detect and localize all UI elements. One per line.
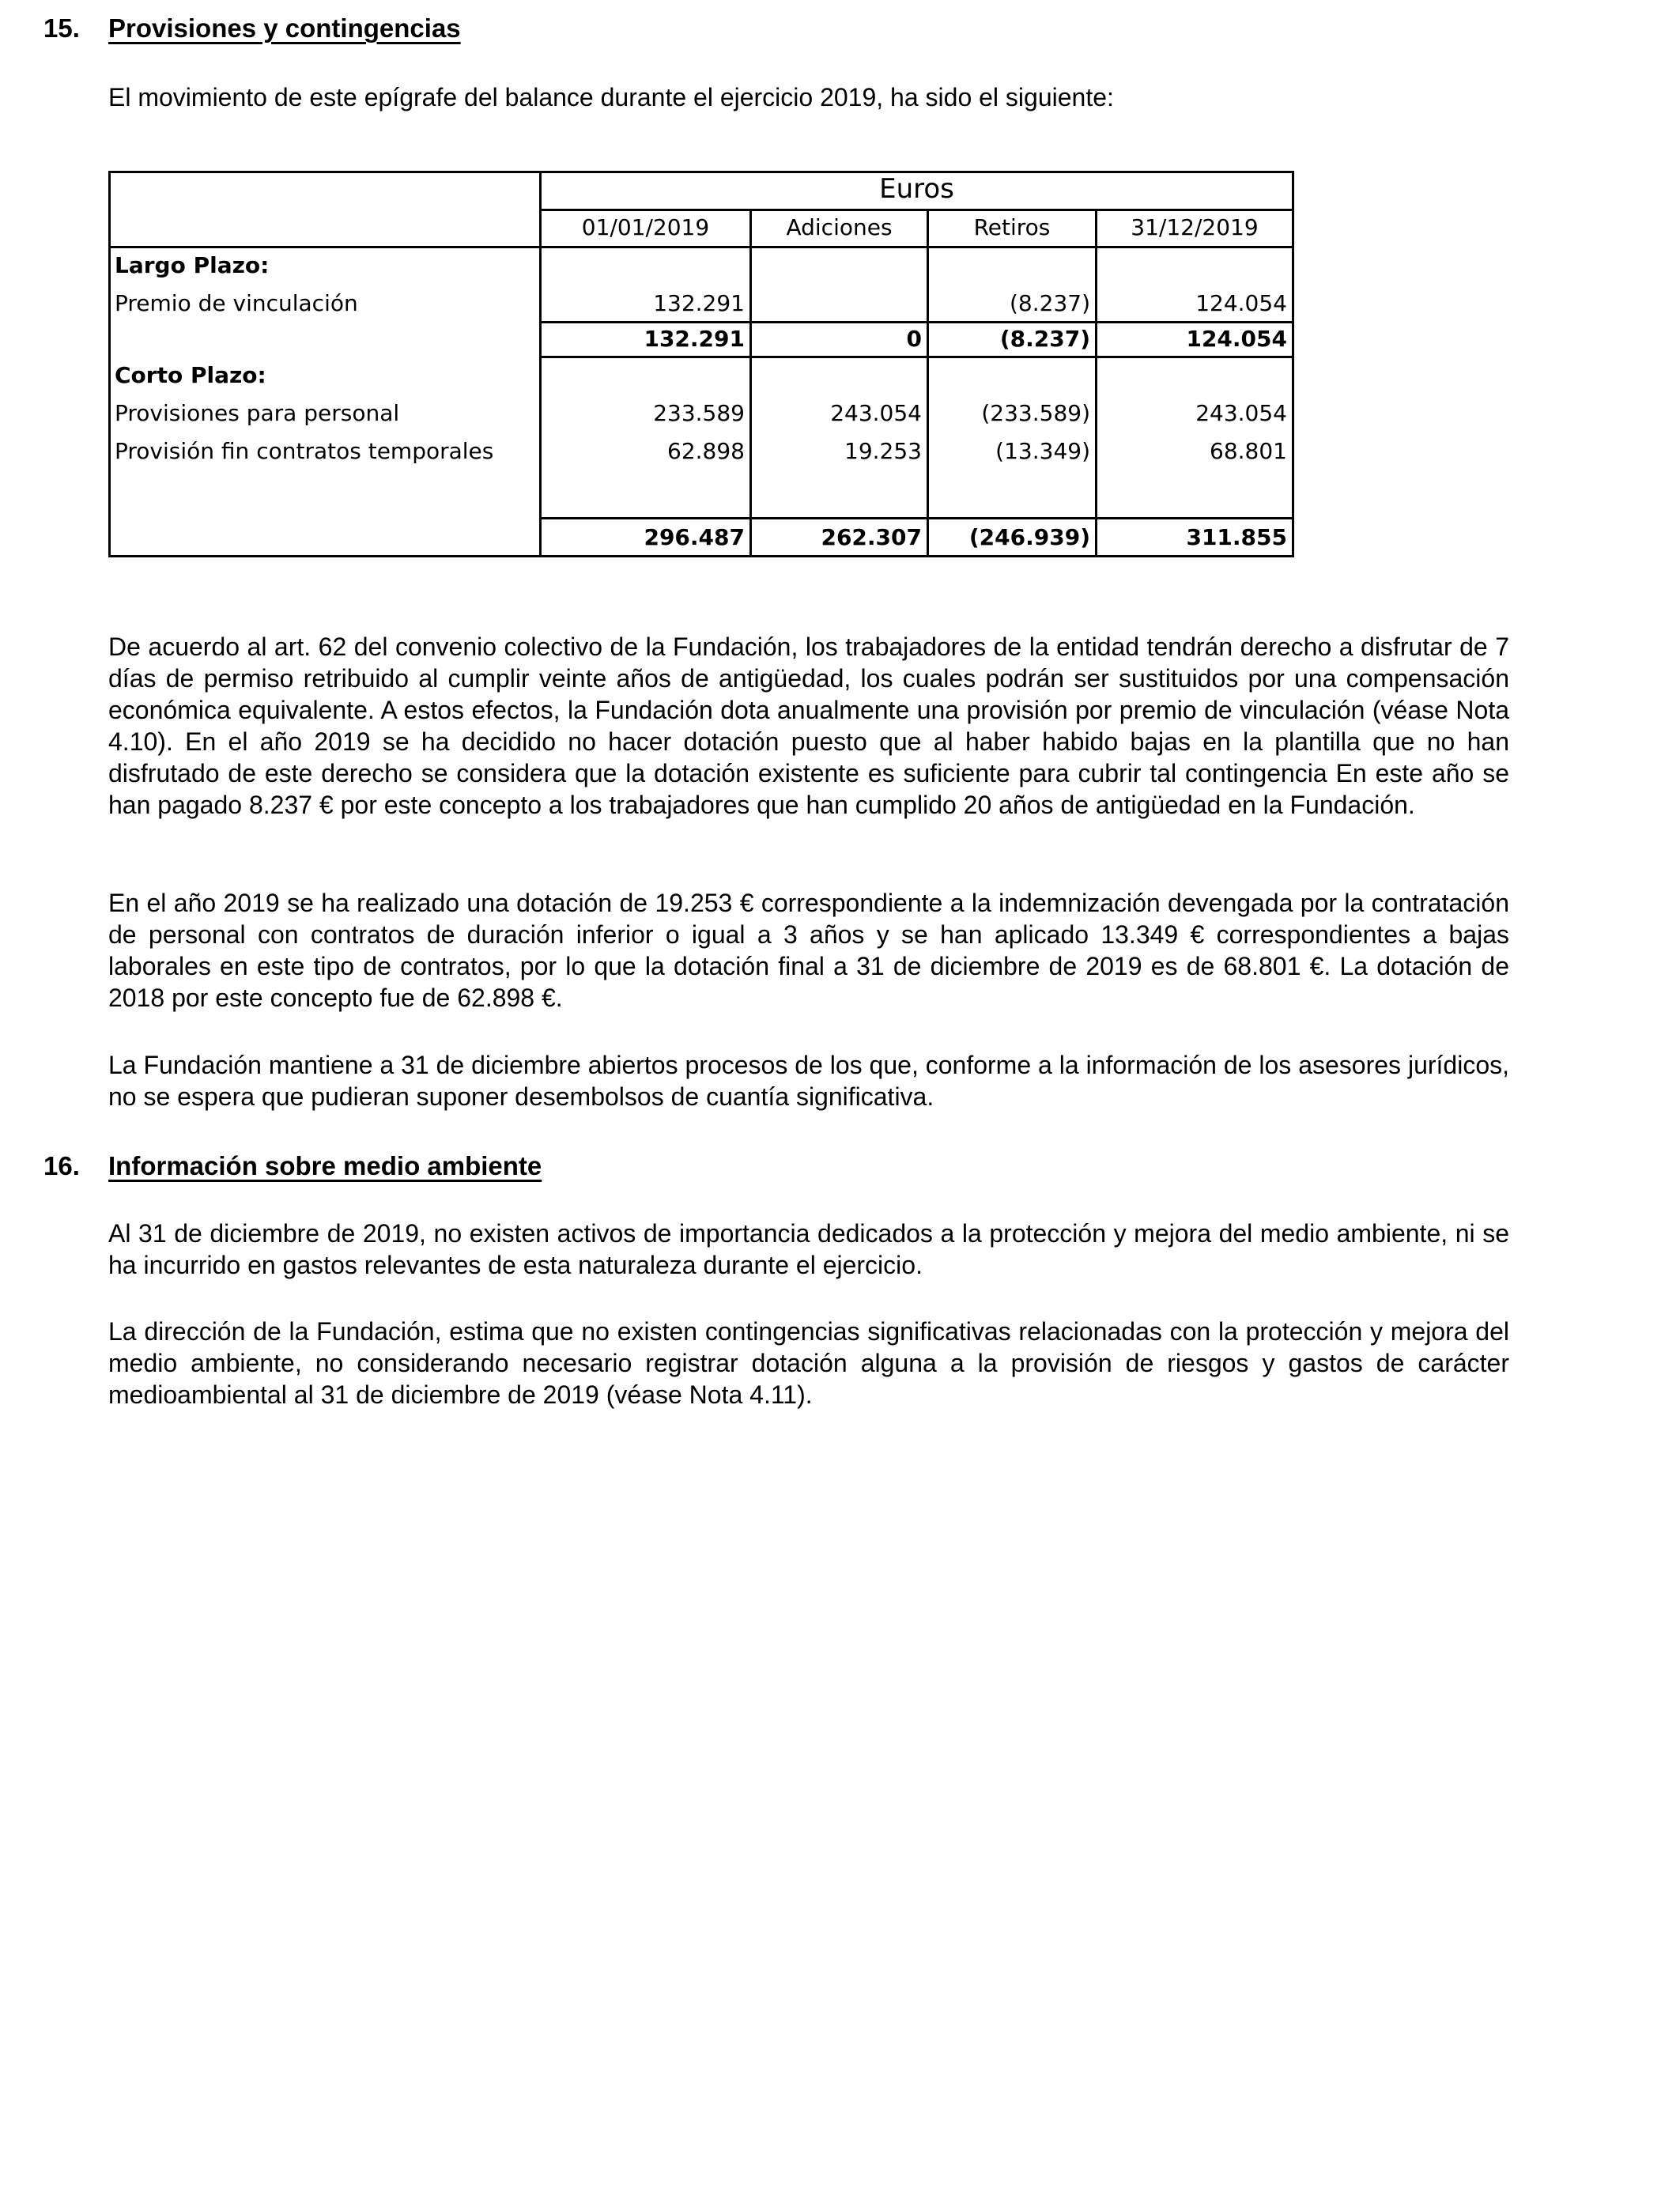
column-header-withdrawals: Retiros — [973, 214, 1051, 240]
section-16-number: 16. — [43, 1151, 80, 1180]
paragraph-activos-medioambiente: Al 31 de diciembre de 2019, no existen activos de importancia dedicados a la protección y mejora del medio ambiente, ni se ha incurrido en gastos relevantes de esta naturaleza durante el ejercicio. — [108, 1219, 1509, 1279]
paragraph-contingencias-medioambiente: La dirección de la Fundación, estima que no existen contingencias significativas relacionadas con la protección y mejora del medio ambiente, no considerando necesario registrar dotación alguna a la provisión de riesgos y gastos de carácter medioambiental al 31 de diciembre de 2019 (véase Nota 4.11). — [108, 1317, 1509, 1409]
subtotal-withdrawals: (8.237) — [999, 326, 1090, 352]
cell-opening: 132.291 — [653, 290, 745, 316]
cell-opening: 233.589 — [653, 400, 745, 426]
cell-closing: 243.054 — [1195, 400, 1287, 426]
cell-closing: 124.054 — [1195, 290, 1287, 316]
short-term-label: Corto Plazo: — [115, 362, 266, 388]
row-label: Provisiones para personal — [115, 400, 400, 426]
section-15-intro: El movimiento de este epígrafe del balance durante el ejercicio 2019, ha sido el siguiente: — [108, 83, 1114, 111]
subtotal-opening: 132.291 — [644, 326, 745, 352]
column-header-closing: 31/12/2019 — [1131, 214, 1259, 240]
cell-withdrawals: (13.349) — [995, 438, 1090, 464]
long-term-label: Largo Plazo: — [115, 252, 270, 278]
cell-opening: 62.898 — [667, 438, 745, 464]
cell-withdrawals: (8.237) — [1009, 290, 1090, 316]
section-16-heading — [43, 1150, 542, 1182]
section-15-title: Provisiones y contingencias — [108, 13, 461, 43]
total-withdrawals: (246.939) — [968, 524, 1090, 550]
section-16-title: Información sobre medio ambiente — [108, 1151, 542, 1180]
cell-withdrawals: (233.589) — [981, 400, 1090, 426]
column-header-additions: Adiciones — [786, 214, 893, 240]
provisions-table — [108, 171, 1294, 557]
row-label: Provisión fin contratos temporales — [115, 438, 494, 464]
row-label: Premio de vinculación — [115, 290, 358, 316]
cell-additions: 19.253 — [844, 438, 922, 464]
cell-closing: 68.801 — [1210, 438, 1287, 464]
total-opening: 296.487 — [644, 524, 745, 550]
subtotal-closing: 124.054 — [1186, 326, 1287, 352]
paragraph-premio-vinculacion: De acuerdo al art. 62 del convenio colectivo de la Fundación, los trabajadores de la entidad tendrán derecho a disfrutar de 7 días de permiso retribuido al cumplir veinte años de antigüedad, los cuales podrán ser sustituidos por una compensación económica equivalente. A estos efectos, la Fundación dota anualmente una provisión por premio de vinculación (véase Nota 4.10). En el año 2019 se ha decidido no hacer dotación puesto que al haber habido bajas en la plantilla que no han disfrutado de este derecho se considera que la dotación existente es suficiente para cubrir tal contingencia En este año se han pagado 8.237 € por este concepto a los trabajadores que han cumplido 20 años de antigüedad en la Fundación. — [108, 633, 1509, 819]
currency-header: Euros — [879, 173, 954, 205]
total-additions: 262.307 — [821, 524, 922, 550]
total-closing: 311.855 — [1186, 524, 1287, 550]
column-header-opening: 01/01/2019 — [581, 214, 710, 240]
section-15-number: 15. — [43, 13, 80, 43]
section-15-heading — [43, 13, 461, 44]
subtotal-additions: 0 — [906, 326, 922, 352]
paragraph-procesos-abiertos: La Fundación mantiene a 31 de diciembre abiertos procesos de los que, conforme a la información de los asesores jurídicos, no se espera que pudieran suponer desembolsos de cuantía significativa. — [108, 1051, 1509, 1111]
cell-additions: 243.054 — [830, 400, 922, 426]
paragraph-contratos-temporales: En el año 2019 se ha realizado una dotación de 19.253 € correspondiente a la indemnización devengada por la contratación de personal con contratos de duración inferior o igual a 3 años y se han aplicado 13.349 € correspondientes a bajas laborales en este tipo de contratos, por lo que la dotación final a 31 de diciembre de 2019 es de 68.801 €. La dotación de 2018 por este concepto fue de 62.898 €. — [108, 889, 1509, 1012]
